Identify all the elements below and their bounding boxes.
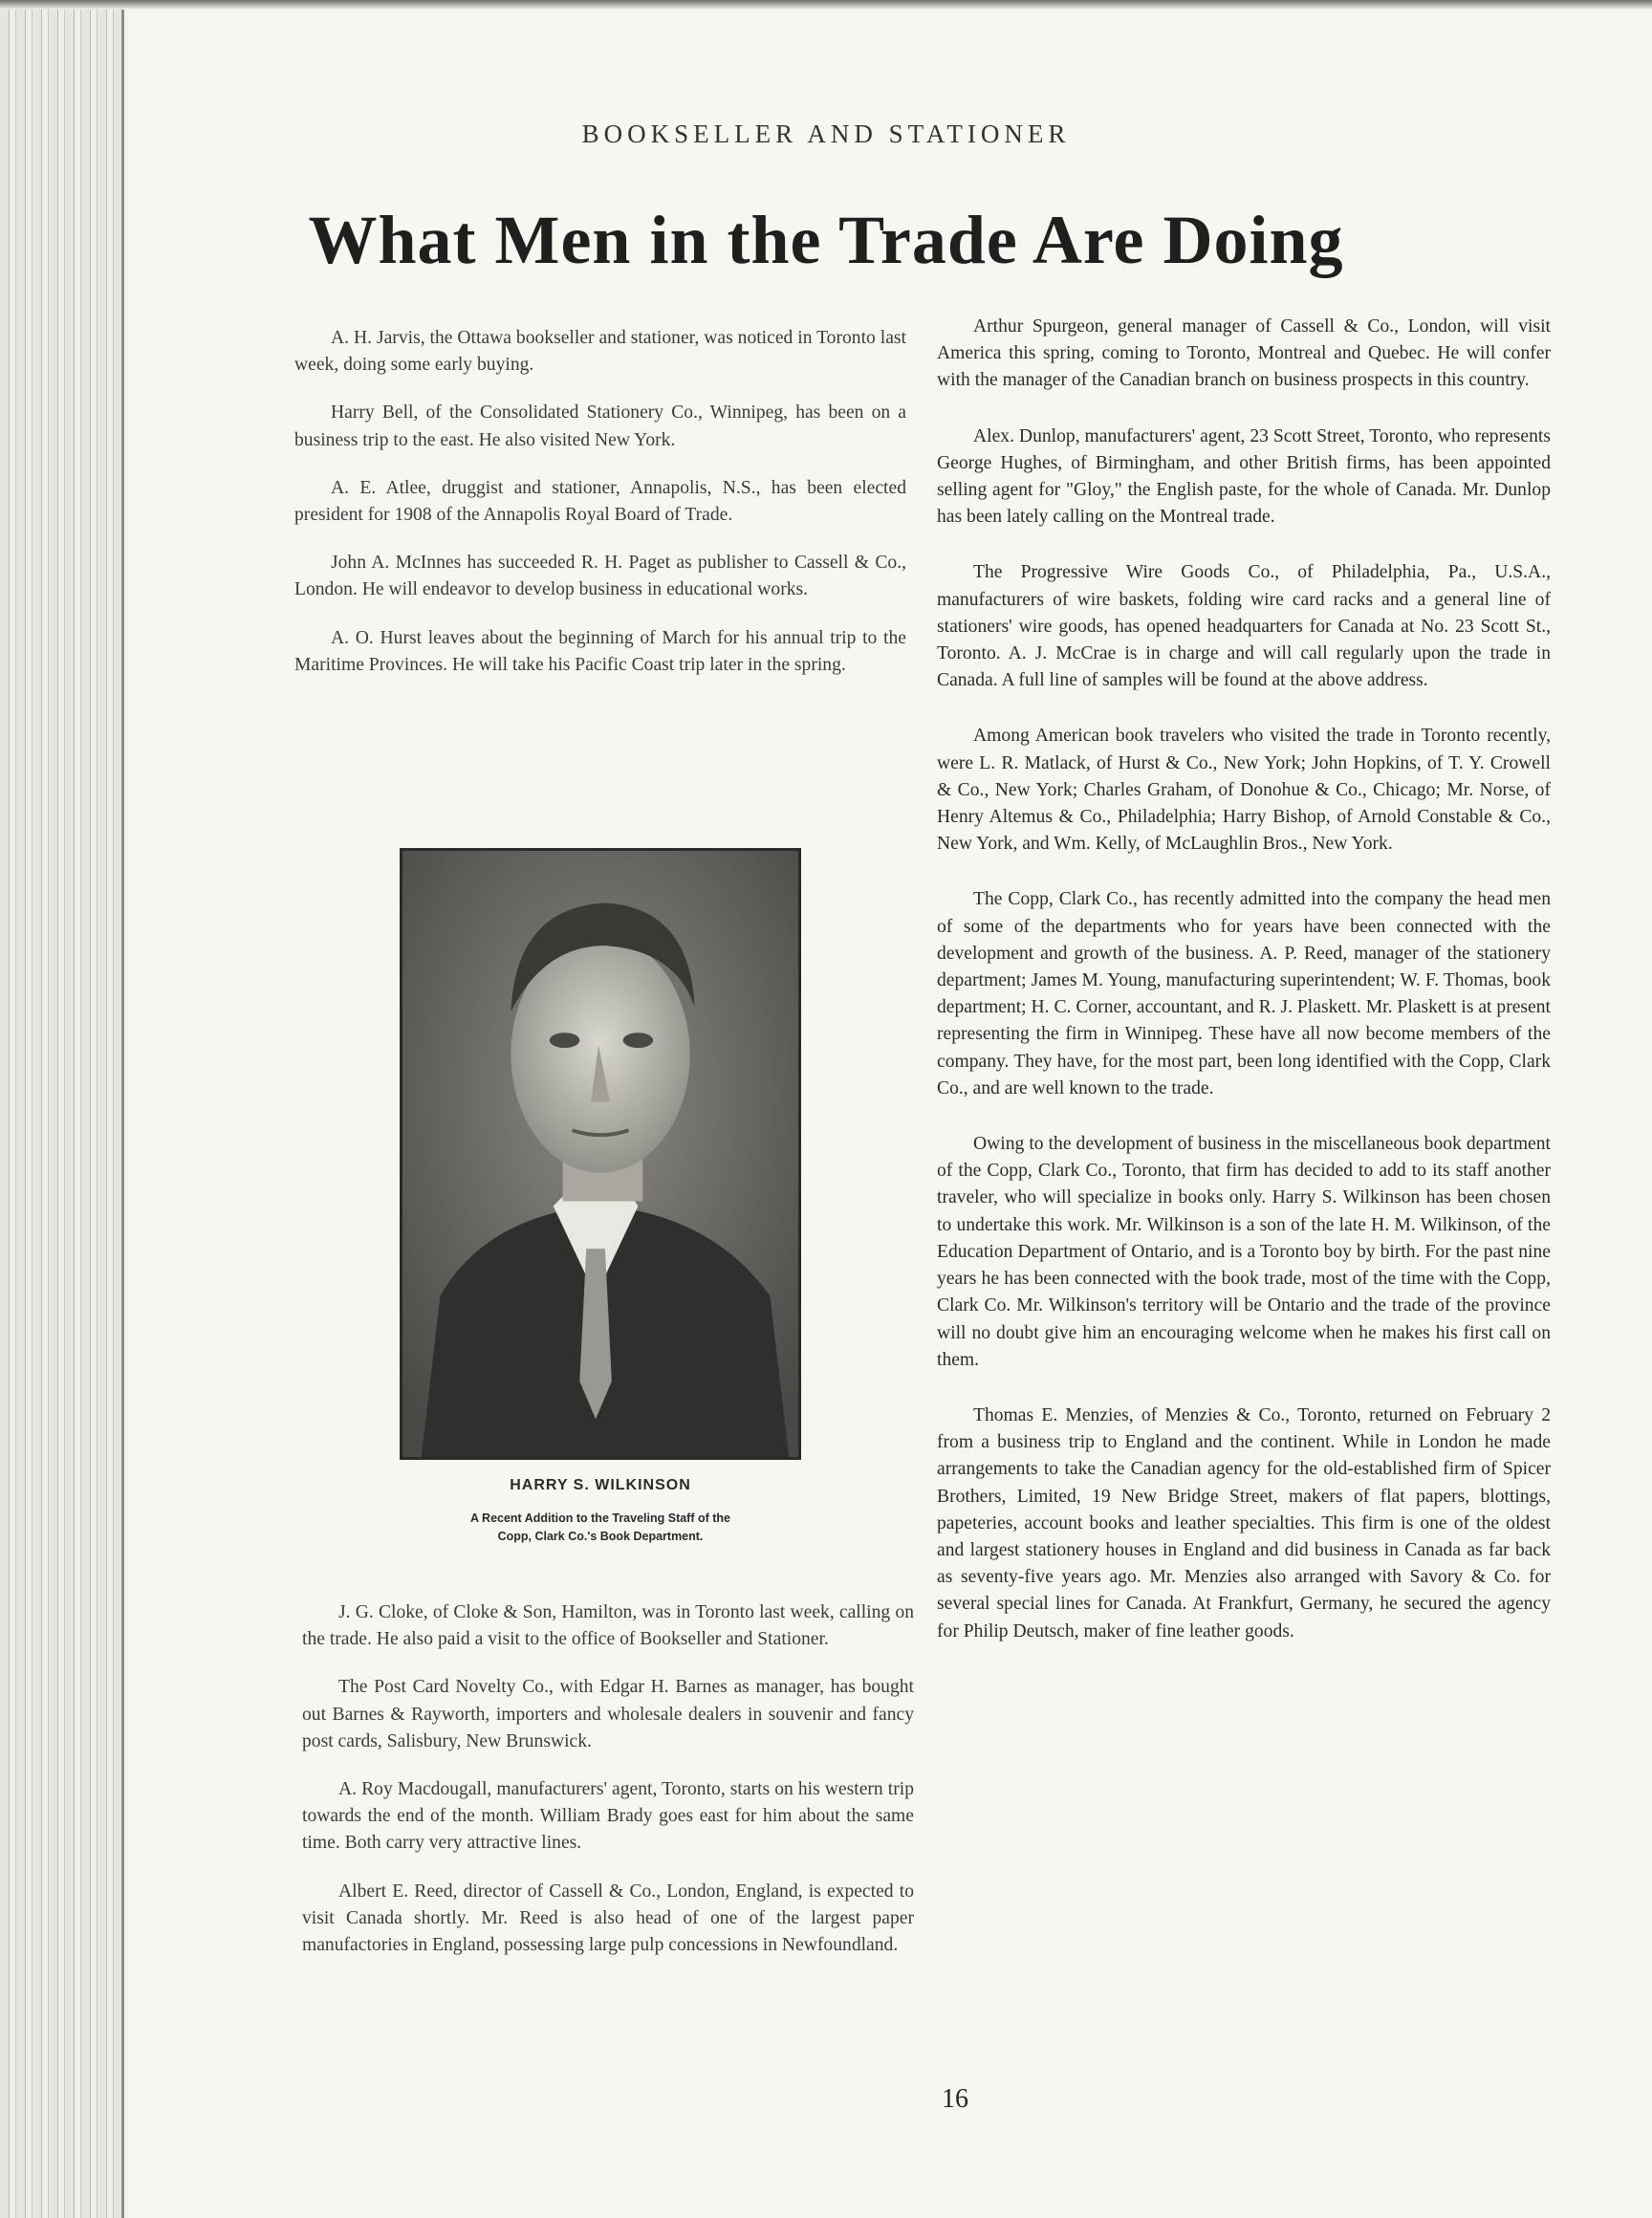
- left-column-bottom: [302, 1599, 914, 1980]
- running-head: BOOKSELLER AND STATIONER: [581, 120, 1071, 148]
- left-column-top: [294, 325, 906, 700]
- paragraph: Alex. Dunlop, manufacturers' agent, 23 Scott Street, Toronto, who represents George Hughes, of Birmingham, and other British firms, has been appointed selling agent for "Gloy," the English paste, for the whole of Canada. Mr. Dunlop has been lately calling on the Montreal trade.: [937, 425, 1551, 528]
- photo-caption-name: HARRY S. WILKINSON: [510, 1477, 691, 1493]
- caption-line: Copp, Clark Co.'s Book Department.: [497, 1530, 704, 1543]
- paragraph: Thomas E. Menzies, of Menzies & Co., Toronto, returned on February 2 from a business trip to England and the continent. While in London he made arrangements to take the Canadian agency for the old-established firm of Spicer Brothers, Limited, 19 New Bridge Street, makers of flat papers, blottings, papeteries, account books and leather specialties. This firm is one of the oldest and largest stationery houses in England and did business in Canada as far back as seventy-five years ago. Mr. Menzies also arranged with Savory & Co. for several special lines for Canada. At Frankfurt, Germany, he secured the agency for Philip Deutsch, maker of fine leather goods.: [937, 1404, 1551, 1642]
- paragraph: J. G. Cloke, of Cloke & Son, Hamilton, was in Toronto last week, calling on the trade. He also paid a visit to the office of Bookseller and Stationer.: [302, 1602, 914, 1650]
- paragraph: The Progressive Wire Goods Co., of Philadelphia, Pa., U.S.A., manufacturers of wire baskets, folding wire card racks and a general line of stationers' wire goods, has opened headquarters for Canada at No. 23 Scott St., Toronto. A. J. McCrae is in charge and will call regularly upon the trade in Canada. A full line of samples will be found at the above address.: [937, 562, 1551, 691]
- paragraph: John A. McInnes has succeeded R. H. Paget as publisher to Cassell & Co., London. He will endeavor to develop business in educational works.: [294, 553, 906, 600]
- paragraph: A. O. Hurst leaves about the beginning of March for his annual trip to the Maritime Provinces. He will take his Pacific Coast trip later in the spring.: [294, 627, 906, 675]
- paragraph: A. H. Jarvis, the Ottawa bookseller and stationer, was noticed in Toronto last week, doing some early buying.: [294, 328, 906, 376]
- paragraph: Owing to the development of business in the miscellaneous book department of the Copp, Clark Co., Toronto, that firm has decided to add to its staff another traveler, who will specialize in books only. Harry S. Wilkinson has been chosen to undertake this work. Mr. Wilkinson is a son of the late H. M. Wilkinson, of the Education Department of Ontario, and is a Toronto boy by birth. For the past nine years he has been connected with the book trade, most of the time with the Copp, Clark Co. Mr. Wilkinson's territory will be Ontario and the trade of the province will no doubt give him an encouraging welcome when he makes his first call on them.: [937, 1134, 1551, 1370]
- paragraph: Harry Bell, of the Consolidated Stationery Co., Winnipeg, has been on a business trip to the east. He also visited New York.: [294, 402, 906, 450]
- caption-line: A Recent Addition to the Traveling Staff of the: [470, 1511, 730, 1525]
- paragraph: Among American book travelers who visited the trade in Toronto recently, were L. R. Matlack, of Hurst & Co., New York; John Hopkins, of T. Y. Crowell & Co., New York; Charles Graham, of Donohue & Co., Chicago; Mr. Norse, of Henry Altemus & Co., Philadelphia; Harry Bishop, of Arnold Constable & Co., New York, and Wm. Kelly, of McLaughlin Bros., New York.: [937, 726, 1551, 855]
- binding-shadow: [0, 0, 1652, 10]
- paragraph: The Post Card Novelty Co., with Edgar H. Barnes as manager, has bought out Barnes & Rayworth, importers and wholesale dealers in souvenir and fancy post cards, Salisbury, New Brunswick.: [302, 1677, 914, 1751]
- paragraph: Arthur Spurgeon, general manager of Cassell & Co., London, will visit America this spring, coming to Toronto, Montreal and Quebec. He will confer with the manager of the Canadian branch on business prospects in this country.: [937, 316, 1551, 391]
- page-number: 16: [942, 2084, 968, 2114]
- portrait-photo: [400, 848, 801, 1460]
- photo-caption-description: [390, 1510, 811, 1546]
- paragraph: Albert E. Reed, director of Cassell & Co., London, England, is expected to visit Canada shortly. Mr. Reed is also head of one of the largest paper manufactories in England, possessing large pulp concessions in Newfoundland.: [302, 1881, 914, 1956]
- right-column: [937, 314, 1551, 1674]
- paragraph: A. E. Atlee, druggist and stationer, Annapolis, N.S., has been elected president for 1908 of the Annapolis Royal Board of Trade.: [294, 477, 906, 526]
- article-title: What Men in the Trade Are Doing: [308, 202, 1344, 278]
- paragraph: The Copp, Clark Co., has recently admitted into the company the head men of some of the departments who for years have been connected with the development and growth of the business. A. P. Reed, manager of the stationery department; James M. Young, manufacturing superintendent; W. F. Thomas, book department; H. C. Corner, accountant, and R. J. Plaskett. Mr. Plaskett is at present representing the firm in Winnipeg. These have all now become members of the company. They have, for the most part, been long identified with the Copp, Clark Co., and are well known to the trade.: [937, 889, 1551, 1098]
- paragraph: A. Roy Macdougall, manufacturers' agent, Toronto, starts on his western trip towards the end of the month. William Brady goes east for him about the same time. Both carry very attractive lines.: [302, 1779, 914, 1854]
- page-edges: [0, 0, 124, 2218]
